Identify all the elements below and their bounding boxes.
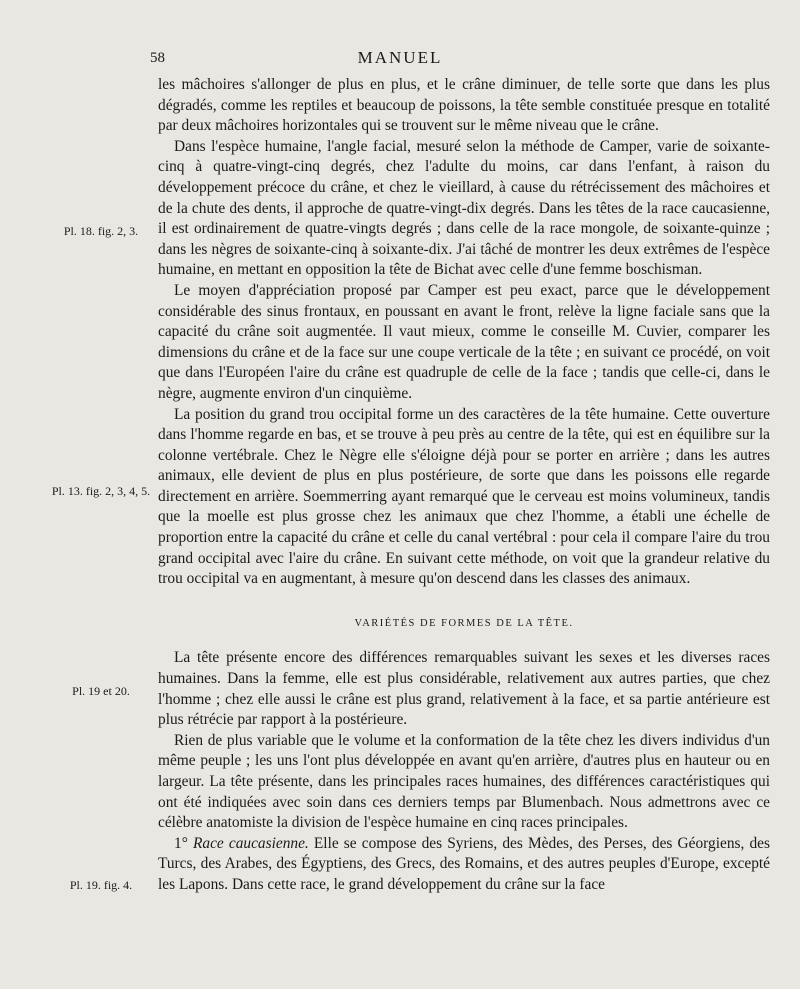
paragraph: les mâchoires s'allonger de plus en plus, et le crâne diminuer, de telle sorte que dans les plus dégradés, comme les reptiles et beaucoup de poissons, la tête semble constituée presque en totalité par deux mâchoires horizontales qui se trouvent sur le même niveau que le crâne.	[158, 76, 770, 135]
margin-note-plate-19-fig-4: Pl. 19. fig. 4.	[69, 878, 133, 892]
paragraph	[158, 834, 770, 896]
running-title: MANUEL	[357, 48, 443, 67]
body-text	[158, 75, 770, 896]
paragraph-text: Elle se compose des Syriens, des Mèdes, des Perses, des Géorgiens, des Turcs, des Arabes, des Égyptiens, des Grecs, des Romains, et des autres peuples d'Europe, excepté les Lapons. Dans cette race, le grand développement du crâne sur la face	[158, 834, 770, 893]
race-name: Race caucasienne.	[192, 834, 309, 852]
margin-note-plate-18: Pl. 18. fig. 2, 3.	[63, 224, 139, 238]
paragraph: Rien de plus variable que le volume et la conformation de la tête chez les divers individus d'un même peuple ; les uns l'ont plus développée en avant qu'en arrière, d'autres plus en hauteur ou en largeur. La tête présente, dans les principales races humaines, des différences caractéristiques qui ont été indiquées avec soin dans ces derniers temps par Blumenbach. Nous admettrons avec ce célèbre anatomiste la division de l'espèce humaine en cinq races principales.	[158, 731, 770, 832]
paragraph: La tête présente encore des différences remarquables suivant les sexes et les diverses races humaines. Dans la femme, elle est plus considérable, relativement aux autres parties, que chez l'homme ; chez elle aussi le crâne est plus grand, relativement à la face, et sa partie antérieure est plus rétrécie par rapport à la postérieure.	[158, 649, 770, 729]
page-number: 58	[150, 50, 165, 66]
paragraph: La position du grand trou occipital forme un des caractères de la tête humaine. Cette ouverture dans l'homme regarde en bas, et se trouve à peu près au centre de la tête, qui est en équilibre sur la colonne vertébrale. Chez le Nègre elle s'éloigne déjà pour se porter en arrière ; dans les autres animaux, elle devient de plus en plus postérieure, de sorte que dans les poissons elle regarde directement en arrière. Soemmerring ayant remarqué que le cerveau est moins volumineux, tandis que la moelle est plus grosse chez les animaux que chez l'homme, a établi une échelle de proportion entre la capacité du crâne et celle du canal vertébral : pour cela il compare l'aire du trou grand occipital avec l'aire du crâne. En suivant cette méthode, on voit que la grandeur relative du trou occipital va en augmentant, à mesure qu'on descend dans les classes des animaux.	[158, 405, 770, 588]
paragraph: Dans l'espèce humaine, l'angle facial, mesuré selon la méthode de Camper, varie de soixante-cinq à quatre-vingt-cinq degrés, chez l'adulte du moins, car dans l'enfant, à raison du développement précoce du crâne, et chez le vieillard, à cause du rétrécissement des mâchoires et de la chute des dents, il approche de quatre-vingt-dix degrés. Dans les têtes de la race caucasienne, il est ordinairement de quatre-vingts degrés ; dans celle de la race mongole, de soixante-quinze ; dans les nègres de soixante-cinq à soixante-dix. J'ai tâché de montrer les deux extrêmes de l'espèce humaine, en mettant en opposition la tête de Bichat avec celle d'une femme boschisman.	[158, 137, 770, 279]
section-heading: VARIÉTÉS DE FORMES DE LA TÊTE.	[354, 617, 574, 629]
margin-note-plate-13: Pl. 13. fig. 2, 3, 4, 5.	[51, 484, 151, 498]
paragraph: Le moyen d'appréciation proposé par Camper est peu exact, parce que le développement considérable des sinus frontaux, en poussant en avant le front, relève la ligne faciale sans que la capacité du crâne soit augmentée. Il vaut mieux, comme le conseille M. Cuvier, comparer les dimensions du crâne et de la face sur une coupe verticale de la tête ; en suivant ce procédé, on voit que dans l'Européen l'aire du crâne est quadruple de celle de la face ; tandis que celle-ci, dans le nègre, augmente environ d'un cinquième.	[158, 281, 770, 402]
list-number: 1°	[174, 834, 193, 852]
margin-note-plate-19-20: Pl. 19 et 20.	[72, 684, 130, 698]
